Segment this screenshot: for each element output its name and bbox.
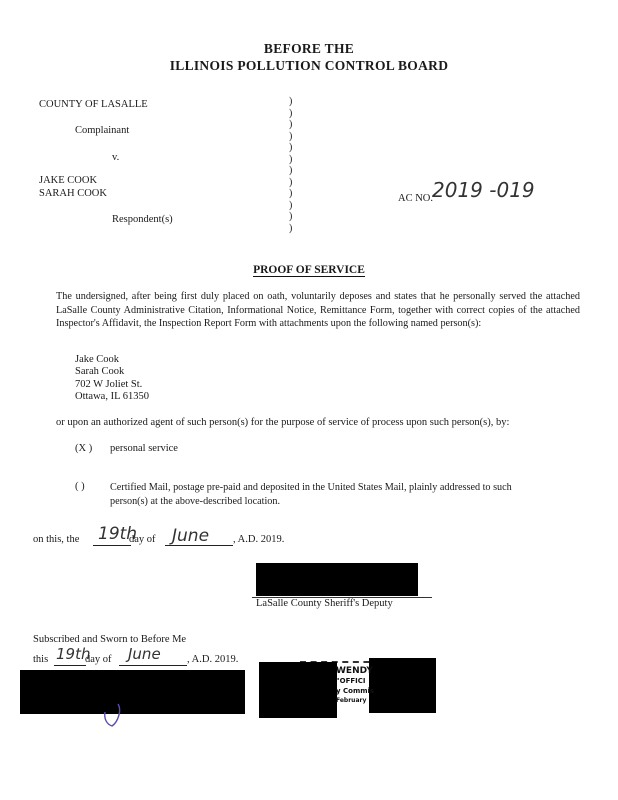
address-block [75, 354, 149, 403]
option-text-personal: personal service [110, 443, 178, 454]
respondent-name-1: JAKE COOK [39, 175, 98, 186]
redaction-box [20, 670, 245, 714]
ac-no-handwritten: 2019 -019 [432, 178, 535, 202]
agent-text: or upon an authorized agent of such person(s) for the purpose of service of process upon such person(s), by: [56, 417, 510, 428]
address-line: Sarah Cook [75, 366, 125, 378]
header-line-1: BEFORE THE [263, 41, 355, 56]
signature-stroke-icon [88, 700, 128, 730]
service-day-handwritten: 19th [98, 524, 138, 544]
sworn-day-suffix: day of [85, 654, 112, 665]
ac-no-label: AC NO. [398, 193, 434, 204]
intro-paragraph: The undersigned, after being first duly placed on oath, voluntarily deposes and states that he personally served the attached LaSalle County Administrative Citation, Informational Notice, Remittance Form, together with correct copies of the attached Inspector's Affidavit, the Inspection Report Form with attachments upon the following named person(s): [56, 291, 580, 329]
service-month-handwritten: June [172, 526, 210, 546]
service-day-line [93, 545, 131, 546]
document-title: PROOF OF SERVICE [253, 264, 365, 276]
notary-seal-text: WENDY "OFFICI y Commis February [336, 666, 375, 704]
sworn-month-handwritten: June [128, 645, 161, 663]
option-text-mail: Certified Mail, postage pre-paid and deposited in the United States Mail, plainly addressed to such person(s) at the above-described location. [110, 482, 512, 507]
respondent-role: Respondent(s) [112, 214, 173, 225]
sworn-day-handwritten: 19th [56, 645, 91, 663]
sworn-month-line [119, 665, 187, 666]
sworn-line-1: Subscribed and Sworn to Before Me [33, 634, 187, 645]
option-mark-personal: (X ) [75, 443, 93, 454]
redaction-box [259, 662, 337, 718]
header-line-2: ILLINOIS POLLUTION CONTROL BOARD [169, 58, 449, 73]
caption-parens: ) ) ) ) ) ) ) ) ) ) ) ) [289, 96, 293, 234]
complainant-role: Complainant [75, 125, 130, 136]
service-day-suffix: day of [129, 534, 156, 545]
redaction-box [369, 658, 436, 713]
sworn-prefix: this [33, 654, 49, 665]
versus-label: v. [112, 152, 120, 163]
address-line: Jake Cook [75, 354, 120, 365]
respondent-name-2: SARAH COOK [39, 188, 107, 199]
address-line: Ottawa, IL 61350 [75, 390, 149, 402]
service-date-prefix: on this, the [33, 534, 80, 545]
redaction-box [256, 563, 418, 596]
option-mark-mail: ( ) [75, 481, 85, 492]
deputy-label: LaSalle County Sheriff's Deputy [256, 598, 393, 609]
sworn-day-line [54, 665, 86, 666]
service-year: , A.D. 2019. [233, 534, 285, 545]
address-line: 702 W Joliet St. [75, 378, 143, 390]
sworn-year: , A.D. 2019. [187, 654, 239, 665]
complainant-name: COUNTY OF LASALLE [39, 99, 148, 110]
